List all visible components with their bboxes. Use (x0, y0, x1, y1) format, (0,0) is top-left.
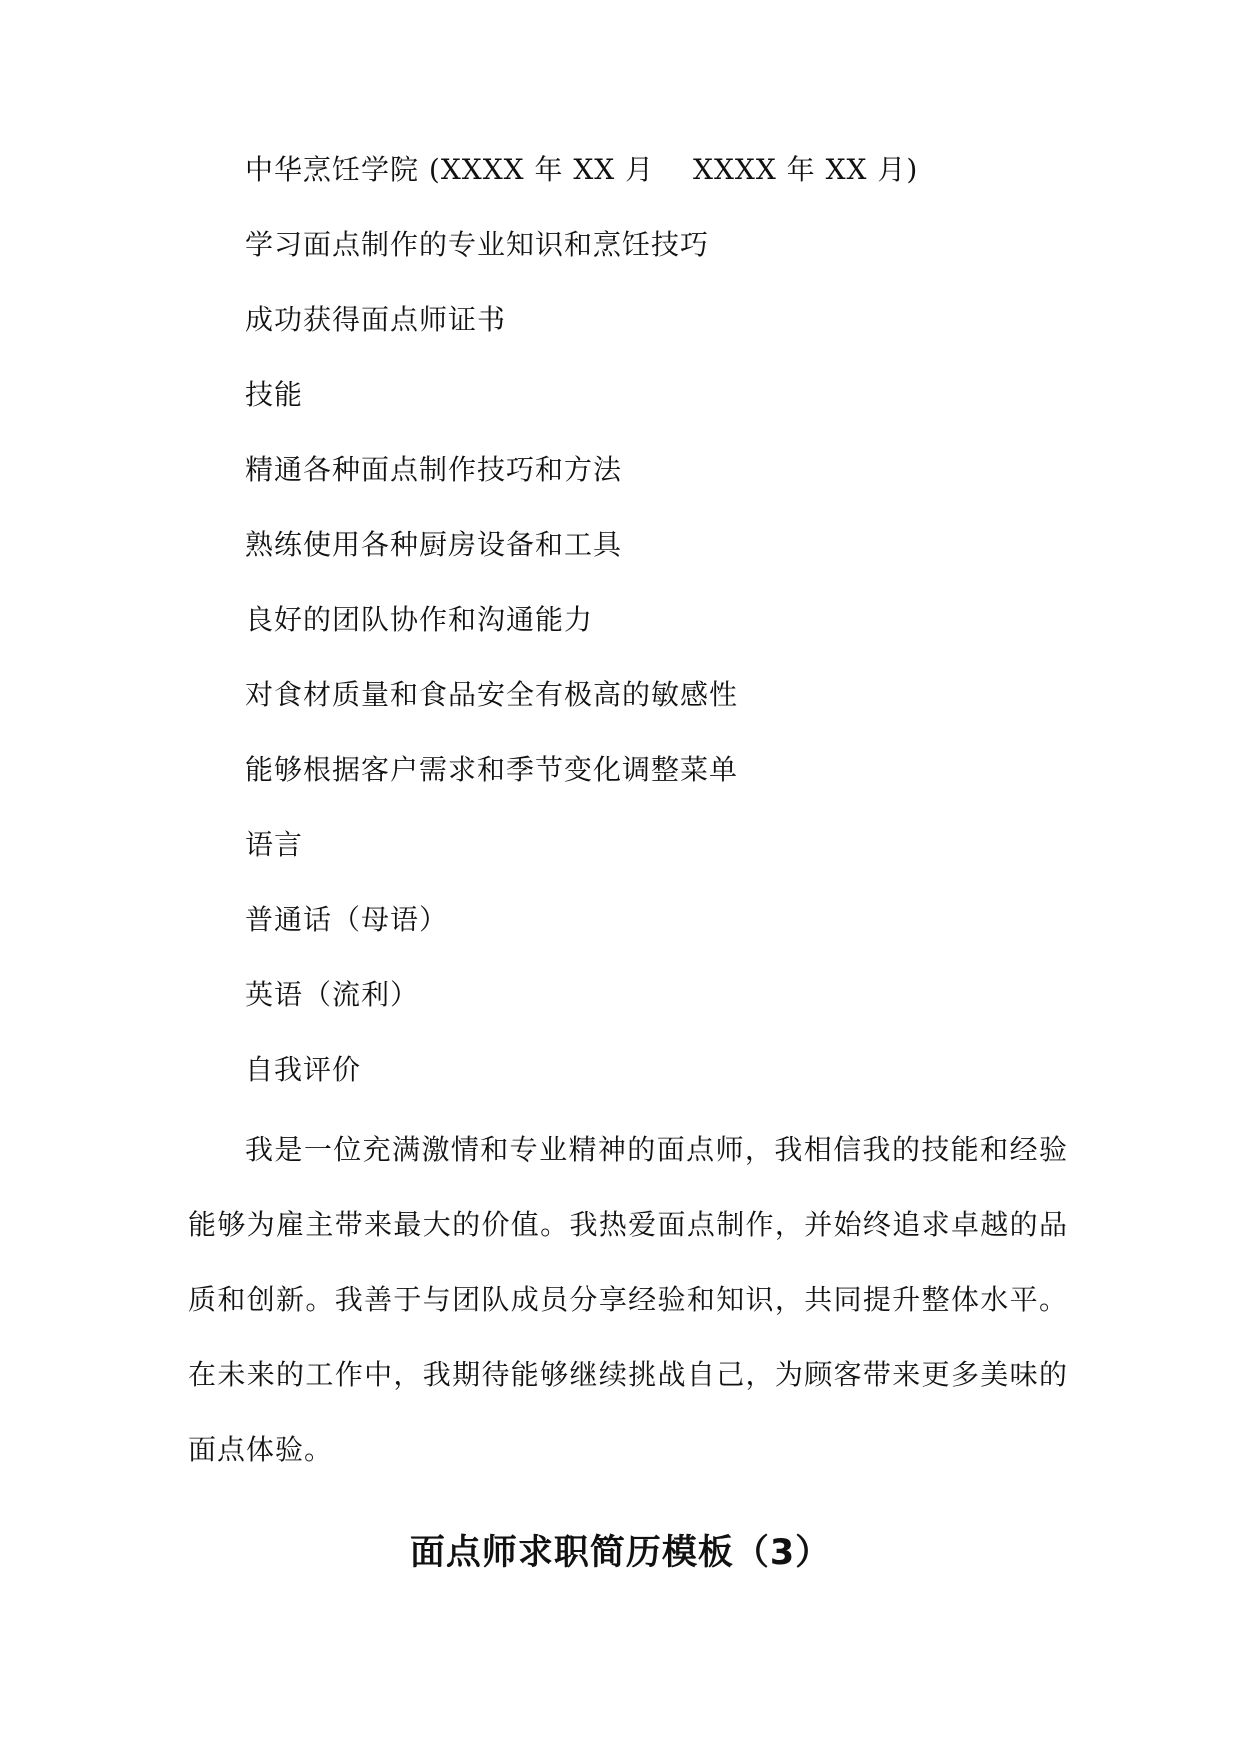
skills-heading: 技能 (245, 378, 304, 411)
self-evaluation-heading: 自我评价 (245, 1053, 362, 1086)
language-heading: 语言 (245, 828, 304, 861)
self-evaluation-paragraph: 我是一位充满激情和专业精神的面点师，我相信我的技能和经验能够为雇主带来最大的价值。我热爱面点制作，并始终追求卓越的品质和创新。我善于与团队成员分享经验和知识，共同提升整体水平。在未来的工作中，我期待能够继续挑战自己，为顾客带来更多美味的面点体验。 (188, 1133, 1068, 1466)
language-item: 普通话（母语） (245, 903, 449, 936)
education-study-line: 学习面点制作的专业知识和烹饪技巧 (245, 228, 710, 261)
language-item: 英语（流利） (245, 978, 420, 1011)
skill-item: 精通各种面点制作技巧和方法 (245, 453, 623, 486)
next-template-title: 面点师求职简历模板（3） (409, 1533, 832, 1573)
skill-item: 能够根据客户需求和季节变化调整菜单 (245, 753, 739, 786)
skill-item: 对食材质量和食品安全有极高的敏感性 (245, 678, 739, 711)
education-certificate-line: 成功获得面点师证书 (245, 303, 507, 336)
education-school-line: 中华烹饪学院 (XXXX 年 XX 月 XXXX 年 XX 月) (245, 153, 919, 186)
skill-item: 熟练使用各种厨房设备和工具 (245, 528, 623, 561)
skill-item: 良好的团队协作和沟通能力 (245, 603, 594, 636)
